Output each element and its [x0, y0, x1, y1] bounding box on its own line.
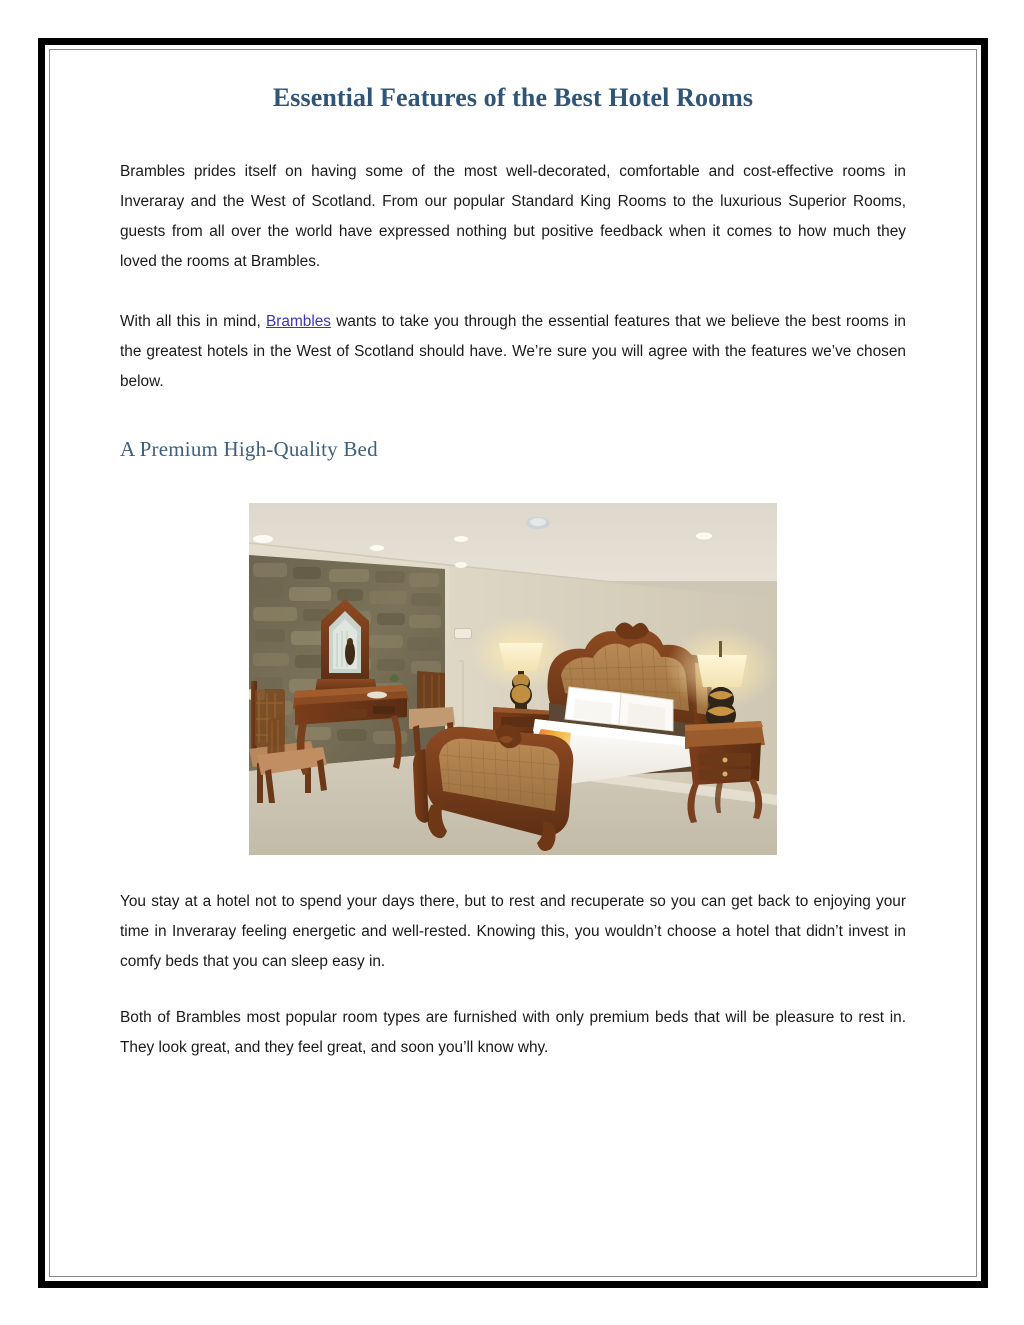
- hotel-bedroom-photo: [249, 503, 777, 855]
- document-content: [120, 38, 906, 1268]
- paragraph-premium-beds: Both of Brambles most popular room types are furnished with only premium beds that will be pleasure to rest in. They look great, and they feel great, and soon you’ll know why.: [120, 1009, 906, 1056]
- paragraph-rest-recuperate: You stay at a hotel not to spend your days there, but to rest and recuperate so you can get back to enjoying your time in Inveraray feeling energetic and well-rested. Knowing this, you wouldn’t choose a hotel that didn’t invest in comfy beds that you can sleep easy in.: [120, 893, 906, 970]
- paragraph-text-after-link: wants to take you through the essential features that we believe the best rooms in the greatest hotels in the West of Scotland should have. We’re sure you will agree with the features we’ve chosen below.: [120, 313, 906, 390]
- figure-container: [120, 503, 906, 855]
- paragraph-with-link: [120, 307, 906, 397]
- brambles-link[interactable]: Brambles: [266, 313, 332, 330]
- section-heading-premium-bed: A Premium High-Quality Bed: [120, 437, 378, 461]
- page-title: Essential Features of the Best Hotel Rooms: [272, 83, 754, 112]
- paragraph-intro: Brambles prides itself on having some of the most well-decorated, comfortable and cost-effective rooms in Inveraray and the West of Scotland. From our popular Standard King Rooms to the luxurious Superior Rooms, guests from all over the world have expressed nothing but positive feedback when it comes to how much they loved the rooms at Brambles.: [120, 163, 906, 270]
- paragraph-text-before-link: With all this in mind,: [120, 313, 266, 330]
